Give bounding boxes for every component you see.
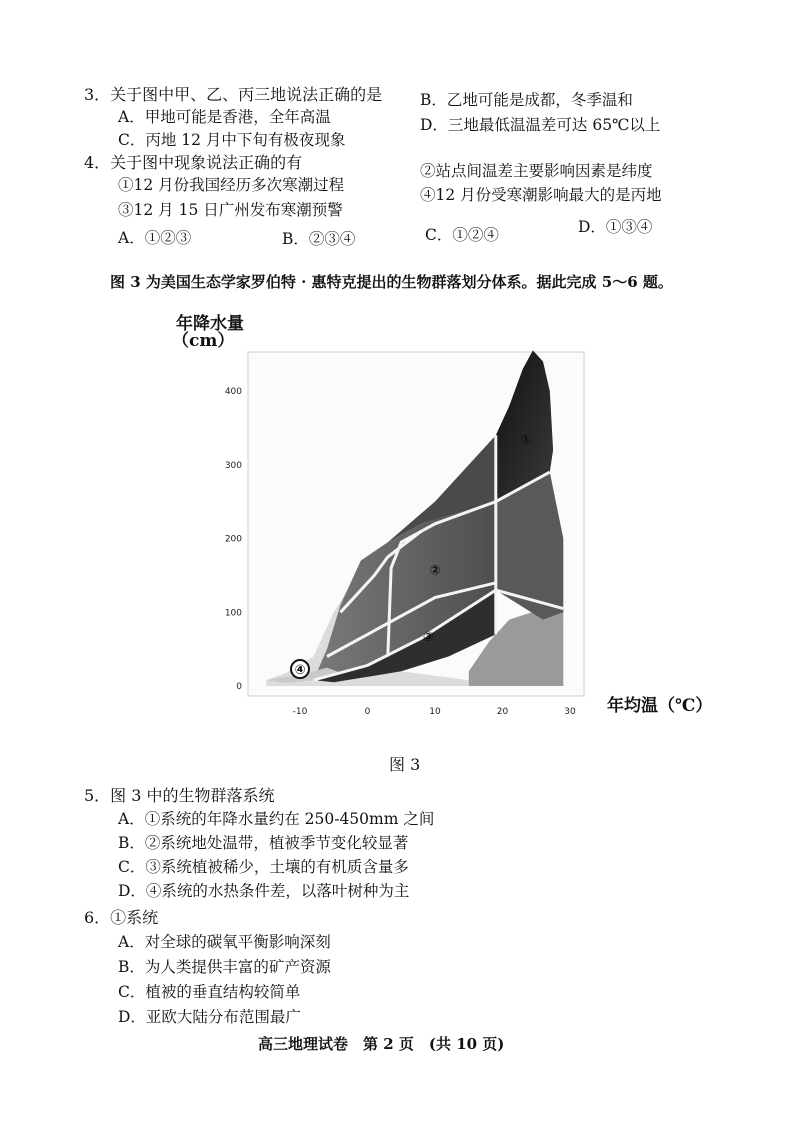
q4-option-c: C．①②④	[425, 226, 499, 244]
y-tick-label: 300	[224, 460, 242, 471]
q4-stem: 4．关于图中现象说法正确的有	[84, 153, 303, 172]
figure-caption: 图 3	[389, 755, 421, 774]
x-tick-label: 10	[429, 707, 441, 717]
zone-label: ②	[429, 563, 441, 579]
y-tick-label: 400	[224, 387, 242, 397]
q5-option-d: D．④系统的水热条件差，以落叶树种为主	[118, 882, 410, 900]
x-tick-label: 20	[496, 707, 509, 717]
q4-option-a: A．①②③	[118, 229, 192, 247]
x-tick-label: 0	[364, 707, 371, 717]
zone-label: ③	[422, 629, 434, 645]
q3-option-d: D．三地最低温温差可达 65℃以上	[420, 116, 661, 134]
q5-option-c: C．③系统植被稀少，土壤的有机质含量多	[118, 858, 409, 876]
zone-label: ④	[294, 663, 306, 679]
q6-option-b: B．为人类提供丰富的矿产资源	[118, 958, 331, 976]
q4-statement-4: ④12 月份受寒潮影响最大的是丙地	[420, 186, 662, 204]
y-tick-label: 200	[224, 534, 242, 545]
x-axis-label: 年均温（℃）	[607, 696, 713, 716]
q3-stem: 3．关于图中甲、乙、丙三地说法正确的是	[84, 85, 383, 104]
q4-option-b: B．②③④	[282, 230, 356, 248]
y-tick-label: 100	[224, 608, 242, 619]
q5-stem: 5．图 3 中的生物群落系统	[84, 786, 275, 805]
q3-option-b: B．乙地可能是成都，冬季温和	[420, 91, 633, 109]
figure-intro: 图 3 为美国生态学家罗伯特 · 惠特克提出的生物群落划分体系。据此完成 5～6 题。	[110, 273, 673, 291]
q3-option-a: A．甲地可能是香港，全年高温	[118, 108, 331, 126]
q6-option-c: C．植被的垂直结构较简单	[118, 983, 301, 1001]
y-axis-label-line1: 年降水量	[176, 314, 244, 334]
y-tick-label: 0	[236, 682, 242, 692]
q6-stem: 6．①系统	[84, 908, 159, 927]
x-tick-label: -10	[292, 707, 308, 717]
x-tick-label: 30	[564, 707, 576, 717]
zone-label: ①	[520, 432, 532, 448]
q4-statement-3: ③12 月 15 日广州发布寒潮预警	[118, 201, 343, 219]
q4-statement-1: ①12 月份我国经历多次寒潮过程	[118, 176, 345, 194]
q6-option-d: D．亚欧大陆分布范围最广	[118, 1008, 301, 1026]
q6-option-a: A．对全球的碳氧平衡影响深刻	[118, 933, 331, 951]
y-axis-label-line2: （cm）	[172, 331, 235, 351]
q4-statement-2: ②站点间温差主要影响因素是纬度	[420, 162, 653, 180]
q5-option-a: A．①系统的年降水量约在 250-450mm 之间	[118, 810, 435, 828]
q5-option-b: B．②系统地处温带，植被季节变化较显著	[118, 834, 409, 852]
page-footer: 高三地理试卷 第 2 页 (共 10 页)	[258, 1035, 505, 1053]
q4-option-d: D．①③④	[578, 218, 653, 236]
q3-option-c: C．丙地 12 月中下旬有极夜现象	[118, 131, 346, 149]
